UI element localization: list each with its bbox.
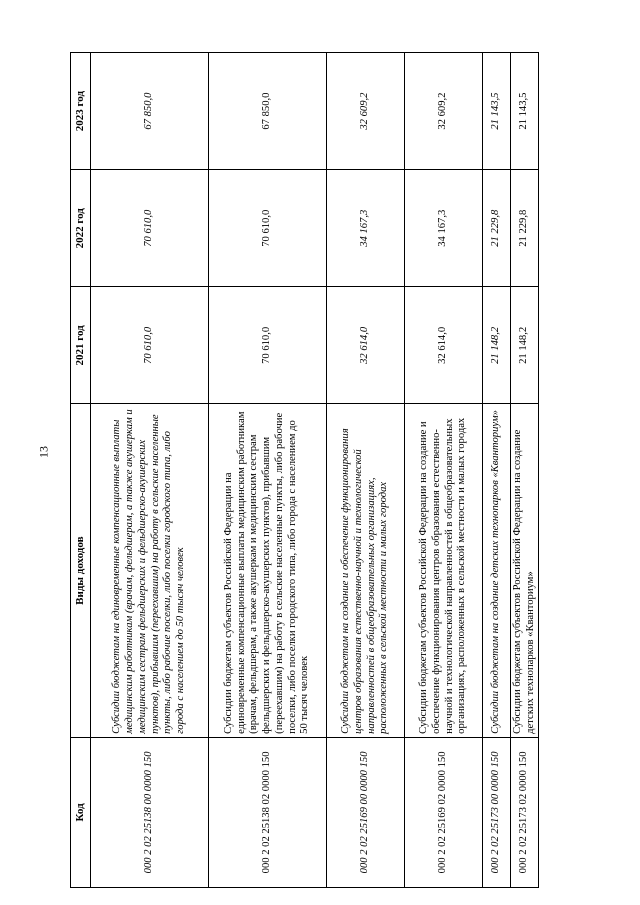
row-2021: 70 610,0 <box>209 287 327 404</box>
row-2022: 34 167,3 <box>327 170 405 287</box>
header-2021: 2021 год <box>71 287 91 404</box>
row-2023: 21 143,5 <box>511 53 539 170</box>
row-2022: 21 229,8 <box>483 170 511 287</box>
revenue-table <box>70 52 539 888</box>
row-2023: 32 609,2 <box>405 53 483 170</box>
row-2021: 32 614,0 <box>327 287 405 404</box>
row-2021: 21 148,2 <box>483 287 511 404</box>
table-row <box>91 53 209 888</box>
row-code: 000 2 02 25169 00 0000 150 <box>327 737 405 887</box>
table-row <box>405 53 483 888</box>
row-name: Субсидии бюджетам на создание детских технопарков «Кванториум» <box>483 404 511 737</box>
header-name: Виды доходов <box>71 404 91 737</box>
row-code: 000 2 02 25138 02 0000 150 <box>209 737 327 887</box>
row-name: Субсидии бюджетам на создание и обеспечение функционирования центров образования естественно-научной и технологической направленностей в общеобразовательных организациях, расположенных в сельской местности и малых городах <box>327 404 405 737</box>
rotated-table-container <box>70 52 536 888</box>
table-row <box>483 53 511 888</box>
row-name: Субсидии бюджетам субъектов Российской Федерации на создание и обеспечение функционирования центров образования естественно-научной и технологической направленностей в общеобразовательных организациях, расположенных в сельской местности и малых городах <box>405 404 483 737</box>
table-header-row <box>71 53 91 888</box>
row-2022: 70 610,0 <box>209 170 327 287</box>
row-2023: 32 609,2 <box>327 53 405 170</box>
header-code: Код <box>71 737 91 887</box>
row-name: Субсидии бюджетам на единовременные компенсационные выплаты медицинским работникам (врачам, фельдшерам, а также акушеркам и медицинским сестрам фельдшерских и фельдшерско-акушерских пунктов), прибывшим (переехавшим) на работу в сельские населенные пункты, либо рабочие поселки, либо поселки городского типа, либо города с населением до 50 тысяч человек <box>91 404 209 737</box>
header-2022: 2022 год <box>71 170 91 287</box>
row-2021: 32 614,0 <box>405 287 483 404</box>
row-2022: 70 610,0 <box>91 170 209 287</box>
row-code: 000 2 02 25169 02 0000 150 <box>405 737 483 887</box>
table-row <box>511 53 539 888</box>
row-2021: 70 610,0 <box>91 287 209 404</box>
table-row <box>209 53 327 888</box>
table-row <box>327 53 405 888</box>
header-2023: 2023 год <box>71 53 91 170</box>
row-2023: 67 850,0 <box>209 53 327 170</box>
page-number: 13 <box>36 446 51 458</box>
row-2022: 34 167,3 <box>405 170 483 287</box>
row-name: Субсидии бюджетам субъектов Российской Федерации на единовременные компенсационные выплаты медицинским работникам (врачам, фельдшерам, а также акушеркам и медицинским сестрам фельдшерских и фельдшерско-акушерских пунктов), прибывшим (переехавшим) на работу в сельские населенные пункты, либо рабочие поселки, либо поселки городского типа, либо города с населением до 50 тысяч человек <box>209 404 327 737</box>
row-2023: 67 850,0 <box>91 53 209 170</box>
row-code: 000 2 02 25173 00 0000 150 <box>483 737 511 887</box>
row-code: 000 2 02 25138 00 0000 150 <box>91 737 209 887</box>
row-name: Субсидии бюджетам субъектов Российской Федерации на создание детских технопарков «Кванториум» <box>511 404 539 737</box>
row-2023: 21 143,5 <box>483 53 511 170</box>
row-2021: 21 148,2 <box>511 287 539 404</box>
row-code: 000 2 02 25173 02 0000 150 <box>511 737 539 887</box>
row-2022: 21 229,8 <box>511 170 539 287</box>
